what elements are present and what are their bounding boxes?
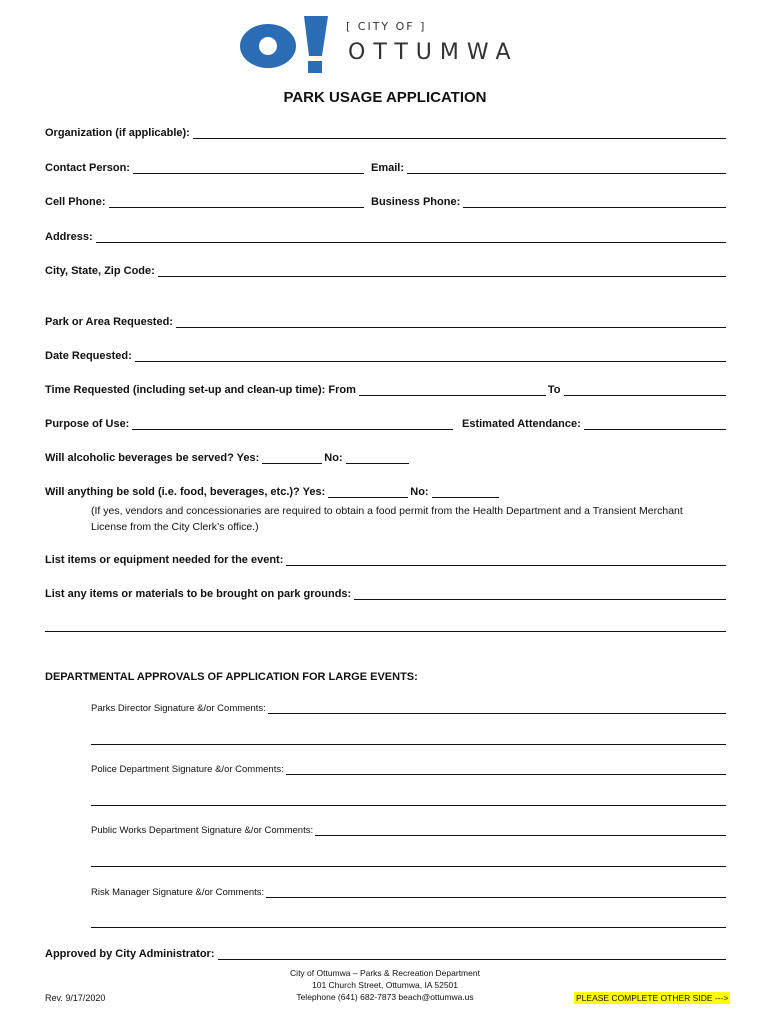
footer-address xyxy=(235,967,535,1003)
alcohol-row xyxy=(45,452,409,464)
park-area-field[interactable] xyxy=(176,317,726,328)
email-field[interactable] xyxy=(407,163,726,174)
materials-label: List any items or materials to be brought on park grounds: xyxy=(45,588,352,600)
alcohol-no-label: No: xyxy=(324,452,343,464)
public-works-row xyxy=(91,825,726,836)
logo-o-mark-icon xyxy=(238,22,300,70)
business-phone-row xyxy=(371,196,726,208)
materials-row xyxy=(45,588,726,600)
footer-line-1: City of Ottumwa – Parks & Recreation Department xyxy=(290,968,480,978)
sold-yes-field[interactable] xyxy=(328,487,408,498)
logo-exclamation-icon xyxy=(300,16,330,74)
parks-director-label: Parks Director Signature &/or Comments: xyxy=(91,703,266,714)
city-admin-field[interactable] xyxy=(218,949,727,960)
sold-no-label: No: xyxy=(410,486,429,498)
footer-line-3: Telephone (641) 682-7873 beach@ottumwa.us xyxy=(296,992,474,1002)
business-phone-field[interactable] xyxy=(463,197,726,208)
contact-person-label: Contact Person: xyxy=(45,162,130,174)
parks-director-row xyxy=(91,703,726,714)
sold-note: (If yes, vendors and concessionaries are required to obtain a food permit from the Health Department and a Transient Merchant License from the City Clerk’s office.) xyxy=(91,505,683,533)
city-admin-label: Approved by City Administrator: xyxy=(45,948,215,960)
complete-other-side-note: PLEASE COMPLETE OTHER SIDE ---> xyxy=(576,993,729,1003)
time-requested-label: Time Requested (including set-up and clean-up time): From xyxy=(45,384,356,396)
time-requested-row xyxy=(45,384,726,396)
equipment-row xyxy=(45,554,726,566)
contact-person-row xyxy=(45,162,364,174)
attendance-label: Estimated Attendance: xyxy=(462,418,581,430)
alcohol-yes-field[interactable] xyxy=(262,453,322,464)
police-extra-line[interactable] xyxy=(91,805,726,806)
risk-manager-field[interactable] xyxy=(266,887,726,898)
sold-row xyxy=(45,486,499,498)
organization-field[interactable] xyxy=(193,128,726,139)
footer-line-2: 101 Church Street, Ottumwa, IA 52501 xyxy=(312,980,458,990)
address-row xyxy=(45,231,726,243)
parks-director-extra-line[interactable] xyxy=(91,744,726,745)
cell-phone-row xyxy=(45,196,364,208)
park-area-label: Park or Area Requested: xyxy=(45,316,173,328)
park-area-row xyxy=(45,316,726,328)
city-admin-row xyxy=(45,948,726,960)
risk-manager-row xyxy=(91,887,726,898)
public-works-extra-line[interactable] xyxy=(91,866,726,867)
time-from-field[interactable] xyxy=(359,385,546,396)
city-state-zip-field[interactable] xyxy=(158,266,726,277)
cell-phone-label: Cell Phone: xyxy=(45,196,106,208)
time-to-field[interactable] xyxy=(564,385,726,396)
date-requested-label: Date Requested: xyxy=(45,350,132,362)
logo-city-of: [ CITY OF ] xyxy=(346,20,427,33)
email-label: Email: xyxy=(371,162,405,174)
organization-label: Organization (if applicable): xyxy=(45,127,190,139)
public-works-label: Public Works Department Signature &/or Comments: xyxy=(91,825,314,836)
police-label: Police Department Signature &/or Comments: xyxy=(91,764,284,775)
time-to-label: To xyxy=(547,384,561,396)
attendance-field[interactable] xyxy=(584,419,726,430)
sold-label: Will anything be sold (i.e. food, beverages, etc.)? Yes: xyxy=(45,486,326,498)
police-field[interactable] xyxy=(286,764,726,775)
email-row xyxy=(371,162,726,174)
date-requested-row xyxy=(45,350,726,362)
cell-phone-field[interactable] xyxy=(109,197,364,208)
risk-manager-extra-line[interactable] xyxy=(91,927,726,928)
purpose-field[interactable] xyxy=(132,419,453,430)
risk-manager-label: Risk Manager Signature &/or Comments: xyxy=(91,887,265,898)
sold-no-field[interactable] xyxy=(432,487,499,498)
revision-date: Rev. 9/17/2020 xyxy=(45,993,106,1003)
city-state-zip-row xyxy=(45,265,726,277)
alcohol-no-field[interactable] xyxy=(346,453,409,464)
date-requested-field[interactable] xyxy=(135,351,726,362)
attendance-row xyxy=(462,418,726,430)
approvals-heading-row xyxy=(45,671,421,683)
city-state-zip-label: City, State, Zip Code: xyxy=(45,265,155,277)
address-field[interactable] xyxy=(96,232,726,243)
equipment-field[interactable] xyxy=(286,555,726,566)
purpose-row xyxy=(45,418,453,430)
alcohol-label: Will alcoholic beverages be served? Yes: xyxy=(45,452,260,464)
police-row xyxy=(91,764,726,775)
materials-extra-line[interactable] xyxy=(45,631,726,632)
public-works-field[interactable] xyxy=(315,825,726,836)
equipment-label: List items or equipment needed for the event: xyxy=(45,554,284,566)
organization-row xyxy=(45,127,726,139)
contact-person-field[interactable] xyxy=(133,163,364,174)
address-label: Address: xyxy=(45,231,93,243)
business-phone-label: Business Phone: xyxy=(371,196,461,208)
approvals-heading: DEPARTMENTAL APPROVALS OF APPLICATION FOR LARGE EVENTS: xyxy=(45,671,418,683)
parks-director-field[interactable] xyxy=(268,703,726,714)
form-title: PARK USAGE APPLICATION xyxy=(283,89,487,106)
city-logo xyxy=(238,16,538,74)
purpose-label: Purpose of Use: xyxy=(45,418,130,430)
logo-city-name: OTTUMWA xyxy=(348,40,519,65)
materials-field[interactable] xyxy=(354,589,726,600)
